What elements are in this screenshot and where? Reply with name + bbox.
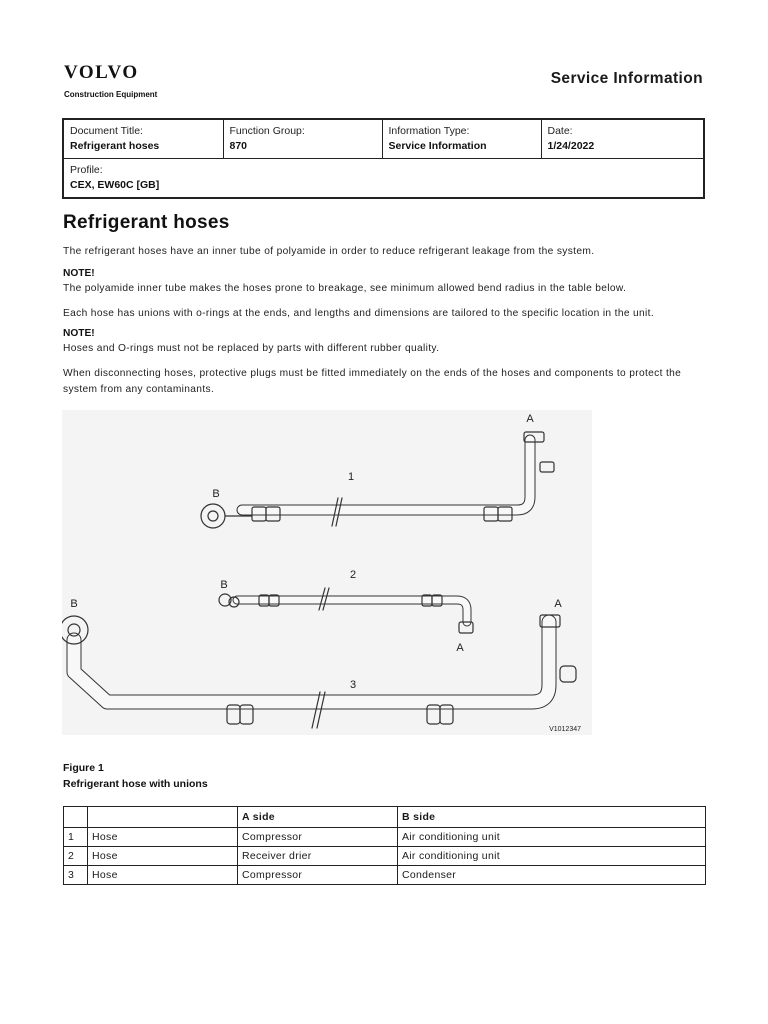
row-b-side: Condenser [398, 866, 706, 885]
row-b-side: Air conditioning unit [398, 828, 706, 847]
col-number-header [64, 807, 88, 828]
figure-caption-text: Refrigerant hose with unions [63, 778, 208, 790]
function-group-value: 870 [229, 140, 248, 152]
label-hose-1: 1 [347, 471, 355, 483]
row-number: 2 [64, 847, 88, 866]
row-part: Hose [88, 847, 238, 866]
doc-title-value: Refrigerant hoses [70, 140, 160, 152]
brand-subtitle: Construction Equipment [64, 90, 158, 99]
doc-title-label: Document Title: [70, 125, 143, 137]
note-label-2: NOTE! [63, 328, 95, 339]
table-row [64, 828, 706, 847]
note-text-2: Hoses and O-rings must not be replaced by parts with different rubber quality. [63, 343, 440, 354]
volvo-logo [64, 63, 157, 99]
row-a-side: Compressor [238, 866, 398, 885]
date-cell [541, 119, 704, 159]
parts-table [63, 806, 706, 885]
row-number: 1 [64, 828, 88, 847]
label-b-3: B [70, 598, 78, 610]
document-info-table [62, 118, 705, 199]
parts-table-header [64, 807, 706, 828]
paragraph-disconnect: When disconnecting hoses, protective plugs must be fitted immediately on the ends of the hoses and components to protect the system from any contaminants. [63, 368, 682, 395]
label-hose-3: 3 [349, 679, 357, 691]
note-label-1: NOTE! [63, 268, 95, 279]
label-hose-2: 2 [349, 569, 357, 581]
profile-label: Profile: [70, 164, 103, 176]
page-header-title: Service Information [550, 70, 703, 87]
label-a-3: A [554, 598, 562, 610]
profile-cell [63, 159, 704, 199]
figure-number: Figure 1 [63, 762, 104, 774]
figure-caption [63, 760, 208, 792]
row-a-side: Receiver drier [238, 847, 398, 866]
label-a-1: A [526, 413, 534, 425]
paragraph-intro: The refrigerant hoses have an inner tube of polyamide in order to reduce refrigerant leakage from the system. [63, 246, 595, 257]
date-label: Date: [547, 125, 573, 137]
page-title: Refrigerant hoses [63, 212, 230, 233]
col-b-side-header: B side [398, 807, 706, 828]
date-value: 1/24/2022 [547, 140, 595, 152]
row-number: 3 [64, 866, 88, 885]
row-part: Hose [88, 866, 238, 885]
table-row [64, 847, 706, 866]
function-group-cell [223, 119, 382, 159]
label-b-2: B [220, 579, 228, 591]
info-row [63, 119, 704, 159]
profile-row [63, 159, 704, 199]
hose-figure [62, 410, 592, 735]
hose-diagram [62, 410, 592, 735]
row-b-side: Air conditioning unit [398, 847, 706, 866]
col-a-side-header: A side [238, 807, 398, 828]
row-a-side: Compressor [238, 828, 398, 847]
info-type-label: Information Type: [388, 125, 470, 137]
profile-value: CEX, EW60C [GB] [70, 179, 160, 191]
function-group-label: Function Group: [229, 125, 305, 137]
info-type-cell [382, 119, 541, 159]
label-b-1: B [212, 488, 220, 500]
brand-wordmark: VOLVO [64, 62, 139, 83]
row-part: Hose [88, 828, 238, 847]
figure-background [62, 410, 592, 735]
doc-title-cell [63, 119, 223, 159]
col-part-header [88, 807, 238, 828]
paragraph-unions: Each hose has unions with o-rings at the ends, and lengths and dimensions are tailored to the specific location in the unit. [63, 308, 655, 319]
label-a-2: A [456, 642, 464, 654]
info-type-value: Service Information [388, 140, 487, 152]
document-body [63, 212, 705, 398]
table-row [64, 866, 706, 885]
figure-code: V1012347 [549, 726, 581, 733]
note-text-1: The polyamide inner tube makes the hoses prone to breakage, see minimum allowed bend radius in the table below. [63, 283, 627, 294]
